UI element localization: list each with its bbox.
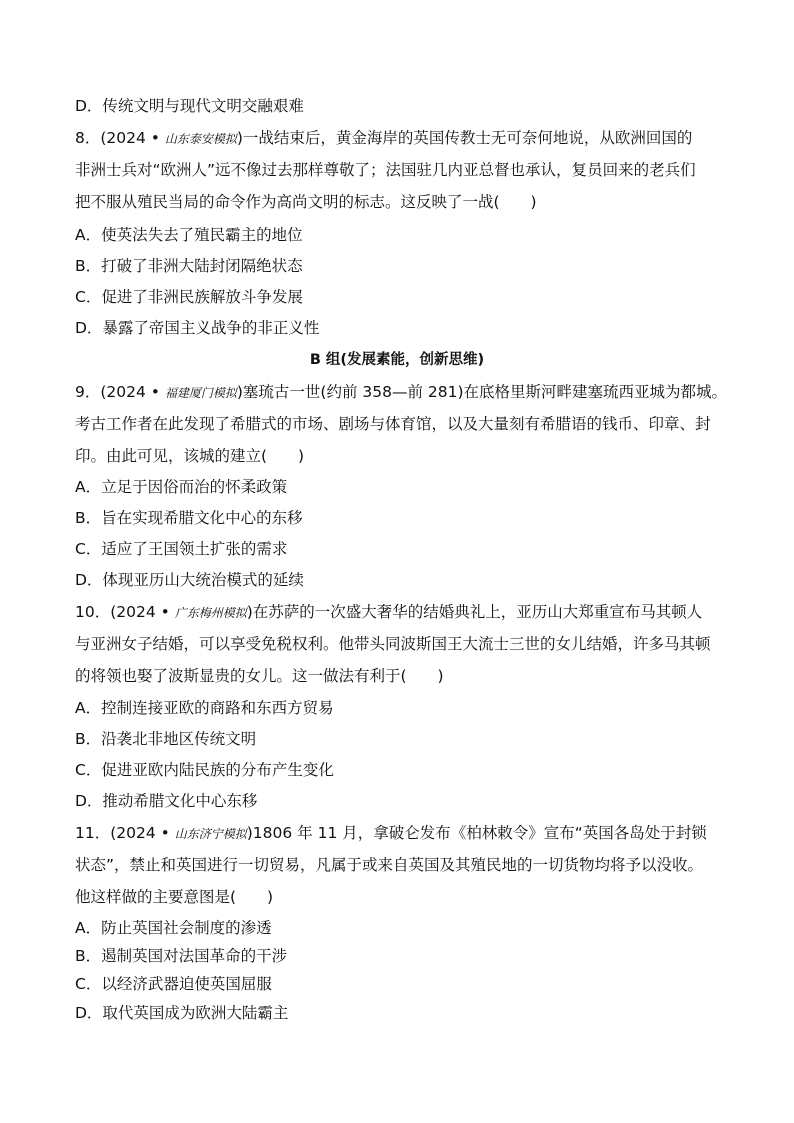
question-10-option-d: D．推动希腊文化中心东移: [75, 792, 258, 810]
question-source: 山东泰安模拟: [164, 132, 237, 146]
question-number: 10．(2024 •: [75, 603, 175, 621]
question-number: 11．(2024 •: [75, 824, 175, 842]
question-11-option-d: D．取代英国成为欧洲大陆霸主: [75, 1004, 289, 1022]
question-10-stem-line-1: [75, 602, 702, 623]
question-11-option-c: C．以经济武器迫使英国屈服: [75, 975, 272, 993]
question-9-stem-line-2: 考古工作者在此发现了希腊式的市场、剧场与体育馆，以及大量刻有希腊语的钱币、印章、封: [75, 415, 711, 433]
question-10-option-a: A．控制连接亚欧的商路和东西方贸易: [75, 699, 334, 717]
question-11-option-b: B．遏制英国对法国革命的干涉: [75, 947, 288, 965]
question-8-stem-line-1: [75, 128, 692, 149]
question-8-option-c: C．促进了非洲民族解放斗争发展: [75, 288, 303, 306]
question-number: 8．(2024 •: [75, 129, 165, 147]
question-9-option-a: A．立足于因俗而治的怀柔政策: [75, 478, 288, 496]
stem-text: )在苏萨的一次盛大奢华的结婚典礼上，亚历山大郑重宣布马其顿人: [246, 603, 703, 621]
question-8-option-b: B．打破了非洲大陆封闭隔绝状态: [75, 257, 303, 275]
stem-text: )1806 年 11 月，拿破仑发布《柏林敕令》宣布“英国各岛处于封锁: [246, 824, 707, 842]
stem-text: )一战结束后，黄金海岸的英国传教士无可奈何地说，从欧洲回国的: [236, 129, 693, 147]
question-11-stem-line-2: 状态”，禁止和英国进行一切贸易，凡属于或来自英国及其殖民地的一切货物均将予以没收。: [75, 856, 704, 874]
question-9-stem-line-3: 印。由此可见，该城的建立( ): [75, 447, 305, 465]
section-heading: B 组(发展素能，创新思维): [309, 352, 485, 368]
question-10-stem-line-3: 的将领也娶了波斯显贵的女儿。这一做法有利于( ): [75, 667, 444, 685]
question-10-option-c: C．促进亚欧内陆民族的分布产生变化: [75, 761, 334, 779]
question-source: 山东济宁模拟: [174, 827, 247, 841]
question-8-option-a: A．使英法失去了殖民霸主的地位: [75, 226, 303, 244]
question-9-stem-line-1: [75, 382, 727, 403]
question-11-stem-line-3: 他这样做的主要意图是( ): [75, 888, 274, 906]
stem-text: )塞琉古一世(约前 358—前 281)在底格里斯河畔建塞琉西亚城为都城。: [236, 383, 728, 401]
question-8-stem-line-2: 非洲士兵对“欧洲人”远不像过去那样尊敬了；法国驻几内亚总督也承认，复员回来的老兵们: [75, 161, 696, 179]
question-source: 广东梅州模拟: [174, 606, 247, 620]
question-10-stem-line-2: 与亚洲女子结婚，可以享受免税权利。他带头同波斯国王大流士三世的女儿结婚，许多马其顿: [75, 635, 711, 653]
option-d-previous: D．传统文明与现代文明交融艰难: [75, 97, 304, 115]
question-9-option-b: B．旨在实现希腊文化中心的东移: [75, 509, 303, 527]
question-9-option-d: D．体现亚历山大统治模式的延续: [75, 571, 304, 589]
question-9-option-c: C．适应了王国领土扩张的需求: [75, 540, 288, 558]
question-11-stem-line-1: [75, 823, 707, 844]
question-11-option-a: A．防止英国社会制度的渗透: [75, 919, 272, 937]
question-number: 9．(2024 •: [75, 383, 165, 401]
question-source: 福建厦门模拟: [164, 386, 237, 400]
question-8-option-d: D．暴露了帝国主义战争的非正义性: [75, 319, 320, 337]
question-8-stem-line-3: 把不服从殖民当局的命令作为高尚文明的标志。这反映了一战( ): [75, 193, 537, 211]
question-10-option-b: B．沿袭北非地区传统文明: [75, 730, 257, 748]
